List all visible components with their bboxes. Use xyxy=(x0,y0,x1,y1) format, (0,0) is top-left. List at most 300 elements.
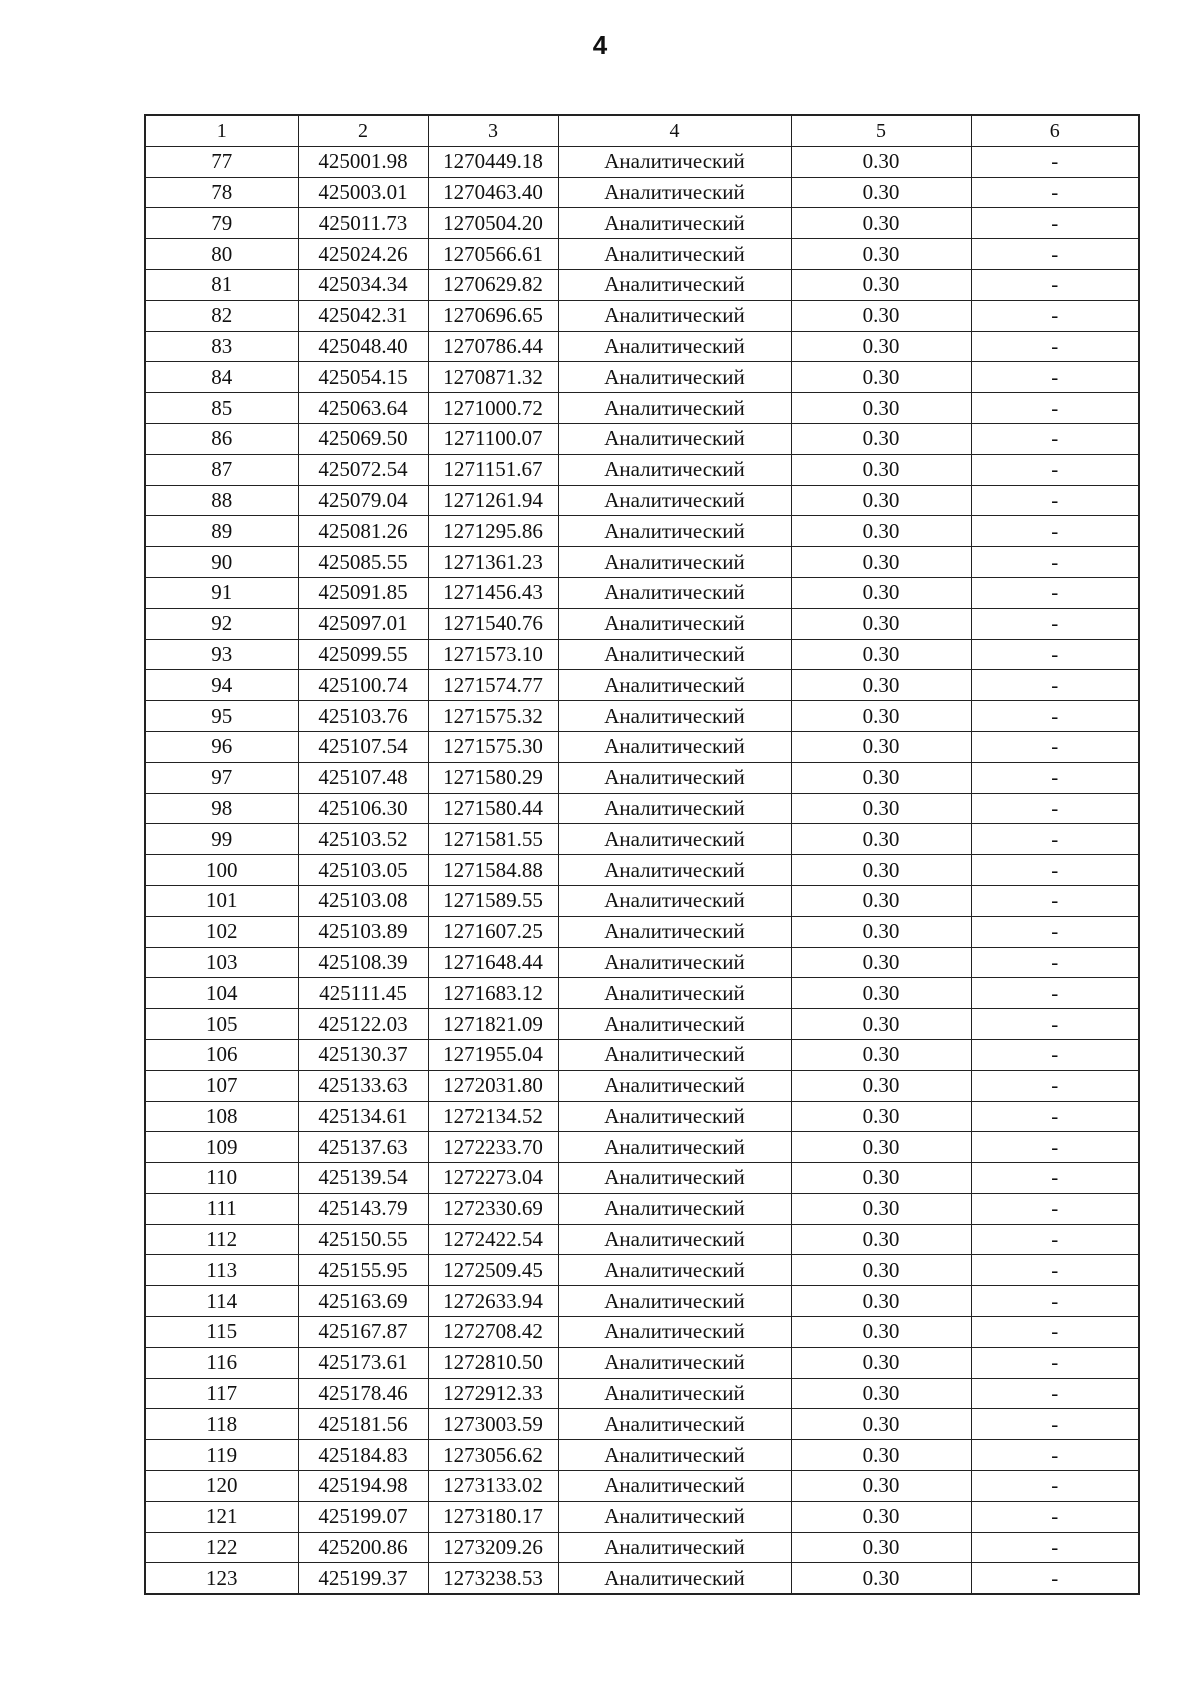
page-number: 4 xyxy=(592,30,608,60)
y-coordinate-cell: 1271580.44 xyxy=(428,793,558,824)
table-row xyxy=(145,1471,1139,1502)
accuracy-cell: 0.30 xyxy=(791,978,971,1009)
table-header xyxy=(145,115,1139,146)
method-cell: Аналитический xyxy=(558,1563,791,1594)
method-cell: Аналитический xyxy=(558,1132,791,1163)
x-coordinate-cell: 425063.64 xyxy=(298,393,428,424)
accuracy-cell: 0.30 xyxy=(791,393,971,424)
accuracy-cell: 0.30 xyxy=(791,855,971,886)
point-number-cell: 108 xyxy=(145,1101,298,1132)
y-coordinate-cell: 1271581.55 xyxy=(428,824,558,855)
accuracy-cell: 0.30 xyxy=(791,1501,971,1532)
method-cell: Аналитический xyxy=(558,1193,791,1224)
point-number-cell: 78 xyxy=(145,177,298,208)
method-cell: Аналитический xyxy=(558,177,791,208)
y-coordinate-cell: 1270463.40 xyxy=(428,177,558,208)
table-row xyxy=(145,1286,1139,1317)
y-coordinate-cell: 1271575.32 xyxy=(428,701,558,732)
note-cell: - xyxy=(971,577,1139,608)
note-cell: - xyxy=(971,300,1139,331)
point-number-cell: 104 xyxy=(145,978,298,1009)
y-coordinate-cell: 1273180.17 xyxy=(428,1501,558,1532)
y-coordinate-cell: 1271456.43 xyxy=(428,577,558,608)
table-row xyxy=(145,1224,1139,1255)
method-cell: Аналитический xyxy=(558,362,791,393)
y-coordinate-cell: 1273056.62 xyxy=(428,1440,558,1471)
x-coordinate-cell: 425137.63 xyxy=(298,1132,428,1163)
point-number-cell: 83 xyxy=(145,331,298,362)
table-body xyxy=(145,146,1139,1594)
x-coordinate-cell: 425122.03 xyxy=(298,1009,428,1040)
x-coordinate-cell: 425069.50 xyxy=(298,423,428,454)
method-cell: Аналитический xyxy=(558,1286,791,1317)
y-coordinate-cell: 1272273.04 xyxy=(428,1163,558,1194)
note-cell: - xyxy=(971,454,1139,485)
accuracy-cell: 0.30 xyxy=(791,208,971,239)
x-coordinate-cell: 425003.01 xyxy=(298,177,428,208)
x-coordinate-cell: 425072.54 xyxy=(298,454,428,485)
note-cell: - xyxy=(971,485,1139,516)
y-coordinate-cell: 1271584.88 xyxy=(428,855,558,886)
note-cell: - xyxy=(971,1563,1139,1594)
x-coordinate-cell: 425091.85 xyxy=(298,577,428,608)
y-coordinate-cell: 1273133.02 xyxy=(428,1471,558,1502)
table-row xyxy=(145,1132,1139,1163)
table-row xyxy=(145,1409,1139,1440)
accuracy-cell: 0.30 xyxy=(791,1471,971,1502)
table-row xyxy=(145,762,1139,793)
accuracy-cell: 0.30 xyxy=(791,793,971,824)
column-header-4: 4 xyxy=(558,115,791,146)
x-coordinate-cell: 425184.83 xyxy=(298,1440,428,1471)
accuracy-cell: 0.30 xyxy=(791,824,971,855)
x-coordinate-cell: 425181.56 xyxy=(298,1409,428,1440)
x-coordinate-cell: 425200.86 xyxy=(298,1532,428,1563)
method-cell: Аналитический xyxy=(558,516,791,547)
accuracy-cell: 0.30 xyxy=(791,331,971,362)
method-cell: Аналитический xyxy=(558,393,791,424)
x-coordinate-cell: 425150.55 xyxy=(298,1224,428,1255)
x-coordinate-cell: 425155.95 xyxy=(298,1255,428,1286)
table-row xyxy=(145,393,1139,424)
table-row xyxy=(145,1163,1139,1194)
table-row xyxy=(145,1563,1139,1594)
table-row xyxy=(145,978,1139,1009)
y-coordinate-cell: 1271821.09 xyxy=(428,1009,558,1040)
note-cell: - xyxy=(971,331,1139,362)
method-cell: Аналитический xyxy=(558,670,791,701)
method-cell: Аналитический xyxy=(558,423,791,454)
x-coordinate-cell: 425194.98 xyxy=(298,1471,428,1502)
point-number-cell: 106 xyxy=(145,1039,298,1070)
note-cell: - xyxy=(971,824,1139,855)
table-row xyxy=(145,1317,1139,1348)
method-cell: Аналитический xyxy=(558,793,791,824)
y-coordinate-cell: 1271295.86 xyxy=(428,516,558,547)
accuracy-cell: 0.30 xyxy=(791,639,971,670)
y-coordinate-cell: 1271955.04 xyxy=(428,1039,558,1070)
point-number-cell: 101 xyxy=(145,885,298,916)
x-coordinate-cell: 425034.34 xyxy=(298,269,428,300)
accuracy-cell: 0.30 xyxy=(791,577,971,608)
table-row xyxy=(145,577,1139,608)
method-cell: Аналитический xyxy=(558,1532,791,1563)
accuracy-cell: 0.30 xyxy=(791,1440,971,1471)
method-cell: Аналитический xyxy=(558,731,791,762)
table-row xyxy=(145,485,1139,516)
x-coordinate-cell: 425103.52 xyxy=(298,824,428,855)
note-cell: - xyxy=(971,762,1139,793)
accuracy-cell: 0.30 xyxy=(791,1532,971,1563)
note-cell: - xyxy=(971,1255,1139,1286)
note-cell: - xyxy=(971,177,1139,208)
table-row xyxy=(145,331,1139,362)
x-coordinate-cell: 425024.26 xyxy=(298,239,428,270)
column-header-3: 3 xyxy=(428,115,558,146)
note-cell: - xyxy=(971,423,1139,454)
note-cell: - xyxy=(971,947,1139,978)
x-coordinate-cell: 425163.69 xyxy=(298,1286,428,1317)
table-row xyxy=(145,1440,1139,1471)
method-cell: Аналитический xyxy=(558,1378,791,1409)
x-coordinate-cell: 425143.79 xyxy=(298,1193,428,1224)
y-coordinate-cell: 1271261.94 xyxy=(428,485,558,516)
note-cell: - xyxy=(971,208,1139,239)
point-number-cell: 103 xyxy=(145,947,298,978)
x-coordinate-cell: 425079.04 xyxy=(298,485,428,516)
accuracy-cell: 0.30 xyxy=(791,1009,971,1040)
y-coordinate-cell: 1272422.54 xyxy=(428,1224,558,1255)
point-number-cell: 91 xyxy=(145,577,298,608)
table-row xyxy=(145,1039,1139,1070)
note-cell: - xyxy=(971,639,1139,670)
accuracy-cell: 0.30 xyxy=(791,731,971,762)
method-cell: Аналитический xyxy=(558,1101,791,1132)
y-coordinate-cell: 1271574.77 xyxy=(428,670,558,701)
note-cell: - xyxy=(971,1101,1139,1132)
table-row xyxy=(145,239,1139,270)
accuracy-cell: 0.30 xyxy=(791,1070,971,1101)
point-number-cell: 122 xyxy=(145,1532,298,1563)
table-row xyxy=(145,1193,1139,1224)
accuracy-cell: 0.30 xyxy=(791,1101,971,1132)
x-coordinate-cell: 425097.01 xyxy=(298,608,428,639)
method-cell: Аналитический xyxy=(558,454,791,485)
accuracy-cell: 0.30 xyxy=(791,239,971,270)
y-coordinate-cell: 1270696.65 xyxy=(428,300,558,331)
table-row xyxy=(145,1009,1139,1040)
point-number-cell: 96 xyxy=(145,731,298,762)
point-number-cell: 119 xyxy=(145,1440,298,1471)
table-row xyxy=(145,300,1139,331)
y-coordinate-cell: 1272912.33 xyxy=(428,1378,558,1409)
point-number-cell: 112 xyxy=(145,1224,298,1255)
table-row xyxy=(145,1347,1139,1378)
y-coordinate-cell: 1271000.72 xyxy=(428,393,558,424)
x-coordinate-cell: 425108.39 xyxy=(298,947,428,978)
x-coordinate-cell: 425139.54 xyxy=(298,1163,428,1194)
note-cell: - xyxy=(971,793,1139,824)
table-row xyxy=(145,1501,1139,1532)
x-coordinate-cell: 425081.26 xyxy=(298,516,428,547)
point-number-cell: 111 xyxy=(145,1193,298,1224)
note-cell: - xyxy=(971,885,1139,916)
accuracy-cell: 0.30 xyxy=(791,1286,971,1317)
point-number-cell: 109 xyxy=(145,1132,298,1163)
table-row xyxy=(145,208,1139,239)
method-cell: Аналитический xyxy=(558,1070,791,1101)
method-cell: Аналитический xyxy=(558,269,791,300)
y-coordinate-cell: 1270566.61 xyxy=(428,239,558,270)
table-row xyxy=(145,731,1139,762)
table-row xyxy=(145,701,1139,732)
table-row xyxy=(145,670,1139,701)
method-cell: Аналитический xyxy=(558,947,791,978)
y-coordinate-cell: 1273209.26 xyxy=(428,1532,558,1563)
table-row xyxy=(145,516,1139,547)
accuracy-cell: 0.30 xyxy=(791,1193,971,1224)
note-cell: - xyxy=(971,1193,1139,1224)
x-coordinate-cell: 425107.54 xyxy=(298,731,428,762)
point-number-cell: 97 xyxy=(145,762,298,793)
x-coordinate-cell: 425133.63 xyxy=(298,1070,428,1101)
header-row xyxy=(145,115,1139,146)
y-coordinate-cell: 1270786.44 xyxy=(428,331,558,362)
note-cell: - xyxy=(971,547,1139,578)
note-cell: - xyxy=(971,1070,1139,1101)
accuracy-cell: 0.30 xyxy=(791,608,971,639)
table-row xyxy=(145,947,1139,978)
accuracy-cell: 0.30 xyxy=(791,485,971,516)
note-cell: - xyxy=(971,1317,1139,1348)
accuracy-cell: 0.30 xyxy=(791,1224,971,1255)
note-cell: - xyxy=(971,1409,1139,1440)
point-number-cell: 115 xyxy=(145,1317,298,1348)
table-row xyxy=(145,423,1139,454)
x-coordinate-cell: 425100.74 xyxy=(298,670,428,701)
x-coordinate-cell: 425134.61 xyxy=(298,1101,428,1132)
column-header-2: 2 xyxy=(298,115,428,146)
point-number-cell: 77 xyxy=(145,146,298,177)
point-number-cell: 84 xyxy=(145,362,298,393)
method-cell: Аналитический xyxy=(558,547,791,578)
method-cell: Аналитический xyxy=(558,1409,791,1440)
note-cell: - xyxy=(971,731,1139,762)
accuracy-cell: 0.30 xyxy=(791,762,971,793)
accuracy-cell: 0.30 xyxy=(791,701,971,732)
table-row xyxy=(145,608,1139,639)
point-number-cell: 117 xyxy=(145,1378,298,1409)
accuracy-cell: 0.30 xyxy=(791,1378,971,1409)
method-cell: Аналитический xyxy=(558,239,791,270)
accuracy-cell: 0.30 xyxy=(791,947,971,978)
y-coordinate-cell: 1273003.59 xyxy=(428,1409,558,1440)
note-cell: - xyxy=(971,1471,1139,1502)
x-coordinate-cell: 425103.05 xyxy=(298,855,428,886)
y-coordinate-cell: 1271648.44 xyxy=(428,947,558,978)
accuracy-cell: 0.30 xyxy=(791,177,971,208)
note-cell: - xyxy=(971,362,1139,393)
method-cell: Аналитический xyxy=(558,1009,791,1040)
point-number-cell: 95 xyxy=(145,701,298,732)
table-row xyxy=(145,824,1139,855)
y-coordinate-cell: 1272031.80 xyxy=(428,1070,558,1101)
point-number-cell: 79 xyxy=(145,208,298,239)
accuracy-cell: 0.30 xyxy=(791,885,971,916)
table-row xyxy=(145,177,1139,208)
y-coordinate-cell: 1271683.12 xyxy=(428,978,558,1009)
point-number-cell: 93 xyxy=(145,639,298,670)
x-coordinate-cell: 425178.46 xyxy=(298,1378,428,1409)
note-cell: - xyxy=(971,393,1139,424)
point-number-cell: 116 xyxy=(145,1347,298,1378)
accuracy-cell: 0.30 xyxy=(791,454,971,485)
x-coordinate-cell: 425199.07 xyxy=(298,1501,428,1532)
accuracy-cell: 0.30 xyxy=(791,362,971,393)
note-cell: - xyxy=(971,1224,1139,1255)
y-coordinate-cell: 1271580.29 xyxy=(428,762,558,793)
column-header-6: 6 xyxy=(971,115,1139,146)
x-coordinate-cell: 425199.37 xyxy=(298,1563,428,1594)
note-cell: - xyxy=(971,855,1139,886)
note-cell: - xyxy=(971,1039,1139,1070)
y-coordinate-cell: 1273238.53 xyxy=(428,1563,558,1594)
point-number-cell: 105 xyxy=(145,1009,298,1040)
accuracy-cell: 0.30 xyxy=(791,516,971,547)
column-header-1: 1 xyxy=(145,115,298,146)
y-coordinate-cell: 1271361.23 xyxy=(428,547,558,578)
point-number-cell: 87 xyxy=(145,454,298,485)
note-cell: - xyxy=(971,1532,1139,1563)
note-cell: - xyxy=(971,670,1139,701)
method-cell: Аналитический xyxy=(558,916,791,947)
note-cell: - xyxy=(971,1163,1139,1194)
point-number-cell: 90 xyxy=(145,547,298,578)
point-number-cell: 118 xyxy=(145,1409,298,1440)
point-number-cell: 113 xyxy=(145,1255,298,1286)
point-number-cell: 102 xyxy=(145,916,298,947)
method-cell: Аналитический xyxy=(558,639,791,670)
note-cell: - xyxy=(971,516,1139,547)
method-cell: Аналитический xyxy=(558,978,791,1009)
accuracy-cell: 0.30 xyxy=(791,1255,971,1286)
table-row xyxy=(145,547,1139,578)
y-coordinate-cell: 1272708.42 xyxy=(428,1317,558,1348)
coordinates-table xyxy=(144,114,1140,1595)
x-coordinate-cell: 425103.76 xyxy=(298,701,428,732)
y-coordinate-cell: 1270504.20 xyxy=(428,208,558,239)
method-cell: Аналитический xyxy=(558,1347,791,1378)
point-number-cell: 114 xyxy=(145,1286,298,1317)
accuracy-cell: 0.30 xyxy=(791,916,971,947)
table-row xyxy=(145,639,1139,670)
y-coordinate-cell: 1271575.30 xyxy=(428,731,558,762)
point-number-cell: 110 xyxy=(145,1163,298,1194)
table-row xyxy=(145,1255,1139,1286)
table-row xyxy=(145,916,1139,947)
method-cell: Аналитический xyxy=(558,608,791,639)
method-cell: Аналитический xyxy=(558,146,791,177)
y-coordinate-cell: 1272810.50 xyxy=(428,1347,558,1378)
note-cell: - xyxy=(971,1378,1139,1409)
table-row xyxy=(145,855,1139,886)
y-coordinate-cell: 1272509.45 xyxy=(428,1255,558,1286)
point-number-cell: 99 xyxy=(145,824,298,855)
y-coordinate-cell: 1270871.32 xyxy=(428,362,558,393)
table-row xyxy=(145,454,1139,485)
point-number-cell: 120 xyxy=(145,1471,298,1502)
accuracy-cell: 0.30 xyxy=(791,1563,971,1594)
y-coordinate-cell: 1271589.55 xyxy=(428,885,558,916)
note-cell: - xyxy=(971,701,1139,732)
method-cell: Аналитический xyxy=(558,1255,791,1286)
point-number-cell: 80 xyxy=(145,239,298,270)
accuracy-cell: 0.30 xyxy=(791,670,971,701)
accuracy-cell: 0.30 xyxy=(791,1163,971,1194)
note-cell: - xyxy=(971,1286,1139,1317)
note-cell: - xyxy=(971,1009,1139,1040)
x-coordinate-cell: 425001.98 xyxy=(298,146,428,177)
accuracy-cell: 0.30 xyxy=(791,1317,971,1348)
x-coordinate-cell: 425106.30 xyxy=(298,793,428,824)
note-cell: - xyxy=(971,1440,1139,1471)
method-cell: Аналитический xyxy=(558,701,791,732)
point-number-cell: 100 xyxy=(145,855,298,886)
point-number-cell: 88 xyxy=(145,485,298,516)
x-coordinate-cell: 425173.61 xyxy=(298,1347,428,1378)
method-cell: Аналитический xyxy=(558,885,791,916)
x-coordinate-cell: 425099.55 xyxy=(298,639,428,670)
point-number-cell: 81 xyxy=(145,269,298,300)
y-coordinate-cell: 1270629.82 xyxy=(428,269,558,300)
x-coordinate-cell: 425111.45 xyxy=(298,978,428,1009)
x-coordinate-cell: 425042.31 xyxy=(298,300,428,331)
method-cell: Аналитический xyxy=(558,1224,791,1255)
method-cell: Аналитический xyxy=(558,1440,791,1471)
method-cell: Аналитический xyxy=(558,300,791,331)
note-cell: - xyxy=(971,1347,1139,1378)
x-coordinate-cell: 425054.15 xyxy=(298,362,428,393)
method-cell: Аналитический xyxy=(558,485,791,516)
method-cell: Аналитический xyxy=(558,762,791,793)
y-coordinate-cell: 1271607.25 xyxy=(428,916,558,947)
y-coordinate-cell: 1271573.10 xyxy=(428,639,558,670)
accuracy-cell: 0.30 xyxy=(791,1347,971,1378)
method-cell: Аналитический xyxy=(558,824,791,855)
y-coordinate-cell: 1270449.18 xyxy=(428,146,558,177)
method-cell: Аналитический xyxy=(558,331,791,362)
note-cell: - xyxy=(971,608,1139,639)
x-coordinate-cell: 425011.73 xyxy=(298,208,428,239)
note-cell: - xyxy=(971,916,1139,947)
column-header-5: 5 xyxy=(791,115,971,146)
point-number-cell: 121 xyxy=(145,1501,298,1532)
point-number-cell: 82 xyxy=(145,300,298,331)
table-row xyxy=(145,793,1139,824)
accuracy-cell: 0.30 xyxy=(791,423,971,454)
table-row xyxy=(145,362,1139,393)
point-number-cell: 86 xyxy=(145,423,298,454)
accuracy-cell: 0.30 xyxy=(791,300,971,331)
table-row xyxy=(145,146,1139,177)
point-number-cell: 85 xyxy=(145,393,298,424)
accuracy-cell: 0.30 xyxy=(791,146,971,177)
accuracy-cell: 0.30 xyxy=(791,269,971,300)
x-coordinate-cell: 425103.89 xyxy=(298,916,428,947)
note-cell: - xyxy=(971,269,1139,300)
note-cell: - xyxy=(971,146,1139,177)
accuracy-cell: 0.30 xyxy=(791,1132,971,1163)
